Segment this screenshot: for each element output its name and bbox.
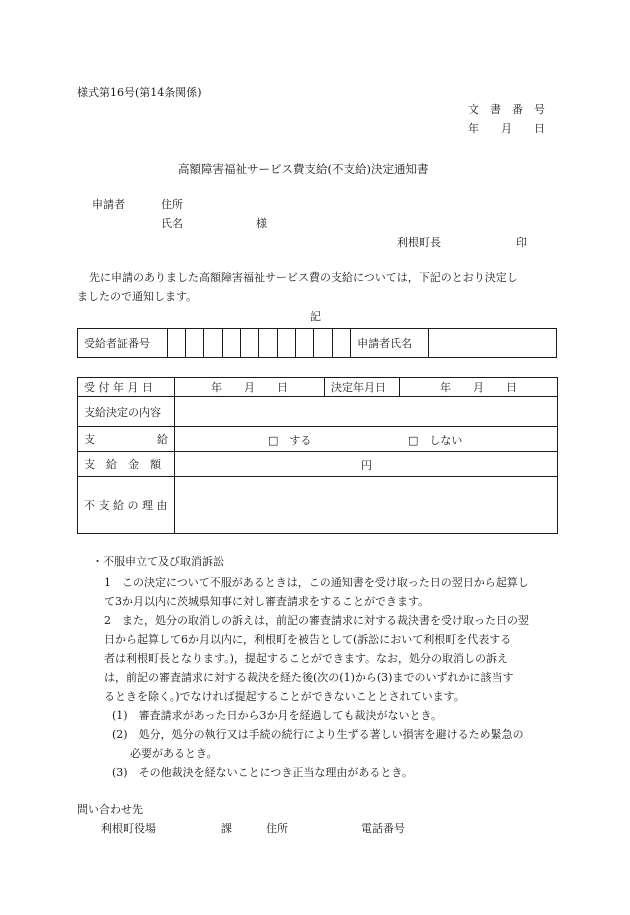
applicant-address-label: 住所 bbox=[161, 198, 183, 211]
recipient-number-digit[interactable] bbox=[259, 329, 277, 358]
recipient-number-digit[interactable] bbox=[222, 329, 240, 358]
received-date-value[interactable]: 年 月 日 bbox=[175, 378, 325, 397]
seal-mark: 印 bbox=[516, 236, 527, 249]
recipient-number-digit[interactable] bbox=[314, 329, 332, 358]
contact-heading: 問い合わせ先 bbox=[77, 803, 143, 816]
appeal-line: て3か月以内に茨城県知事に対し審査請求をすることができます。 bbox=[104, 595, 430, 608]
ki-mark: 記 bbox=[310, 310, 321, 323]
contact-address-label: 住所 bbox=[266, 822, 288, 835]
appeal-line: は，前記の審査請求に対する裁決を経た後(次の(1)から(3)までのいずれかに該当す bbox=[104, 671, 514, 684]
issuer-name: 利根町長 bbox=[397, 236, 441, 249]
contact-phone-label: 電話番号 bbox=[361, 822, 405, 835]
appeal-line: (2) 処分，処分の執行又は手続の続行により生ずる著しい損害を避けるため緊急の bbox=[112, 728, 524, 741]
detail-table bbox=[77, 377, 558, 534]
appeal-line: 必要があるとき。 bbox=[130, 747, 218, 760]
received-date-label: 受 付 年 月 日 bbox=[78, 378, 175, 397]
recipient-number-label: 受給者証番号 bbox=[78, 329, 168, 358]
amount-field[interactable] bbox=[175, 452, 558, 477]
appeal-line: 日から起算して6か月以内に，利根町を被告として(訴訟において利根町を代表する bbox=[104, 633, 512, 646]
recipient-number-digit[interactable] bbox=[167, 329, 185, 358]
form-number: 様式第16号(第14条関係) bbox=[77, 86, 202, 99]
document-title: 高額障害福祉サービス費支給(不支給)決定通知書 bbox=[178, 162, 429, 176]
applicant-name-field[interactable] bbox=[428, 329, 556, 358]
contact-office: 利根町役場 bbox=[101, 822, 156, 835]
rejection-reason-label: 不 支 給 の 理 由 bbox=[78, 477, 175, 534]
recipient-number-digit[interactable] bbox=[277, 329, 295, 358]
decision-date-label: 決定年月日 bbox=[325, 378, 400, 397]
appeal-line: るときを除く。)でなければ提起することができないこととされています。 bbox=[104, 690, 465, 703]
document-number-label: 文 書 番 号 bbox=[468, 103, 545, 116]
appeal-line: (3) その他裁決を経ないことにつき正当な理由があるとき。 bbox=[112, 766, 413, 779]
amount-label: 支 給 金 額 bbox=[78, 452, 175, 477]
amount-unit: 円 bbox=[361, 459, 372, 472]
decision-content-field[interactable] bbox=[175, 397, 558, 427]
appeal-heading: ・不服申立て及び取消訴訟 bbox=[92, 555, 224, 568]
issue-date: 年 月 日 bbox=[468, 122, 545, 135]
applicant-name-field-label: 申請者氏名 bbox=[351, 329, 428, 358]
appeal-line: 者は利根町長となります。)，提起することができます。なお，処分の取消しの訴え bbox=[104, 652, 509, 665]
recipient-number-digit[interactable] bbox=[186, 329, 204, 358]
appeal-line: (1) 審査請求があった日から3か月を経過しても裁決がないとき。 bbox=[112, 709, 443, 722]
option-yes-checkbox[interactable]: □ する bbox=[268, 434, 312, 447]
recipient-number-digit[interactable] bbox=[332, 329, 350, 358]
recipient-number-digit[interactable] bbox=[296, 329, 314, 358]
intro-line-2: ましたので通知します。 bbox=[77, 290, 198, 303]
applicant-label: 申請者 bbox=[92, 198, 125, 211]
payment-options bbox=[175, 427, 558, 452]
honorific: 様 bbox=[256, 217, 267, 230]
intro-line-1: 先に申請のありました高額障害福祉サービス費の支給については，下記のとおり決定し bbox=[89, 271, 518, 284]
decision-date-value[interactable]: 年 月 日 bbox=[400, 378, 558, 397]
contact-section: 課 bbox=[221, 822, 232, 835]
payment-label bbox=[78, 427, 175, 452]
id-table bbox=[77, 328, 557, 358]
rejection-reason-field[interactable] bbox=[175, 477, 558, 534]
payment-label-a: 支 bbox=[84, 433, 95, 446]
option-no-checkbox[interactable]: □ しない bbox=[408, 434, 463, 447]
appeal-line: 1 この決定について不服があるときは，この通知書を受け取った日の翌日から起算し bbox=[104, 576, 529, 589]
payment-label-b: 給 bbox=[157, 433, 168, 446]
decision-content-label: 支給決定の内容 bbox=[78, 397, 175, 427]
recipient-number-digit[interactable] bbox=[204, 329, 222, 358]
recipient-number-digit[interactable] bbox=[241, 329, 259, 358]
applicant-name-label: 氏名 bbox=[161, 217, 183, 230]
appeal-line: 2 また，処分の取消しの訴えは，前記の審査請求に対する裁決書を受け取った日の翌 bbox=[104, 614, 529, 627]
